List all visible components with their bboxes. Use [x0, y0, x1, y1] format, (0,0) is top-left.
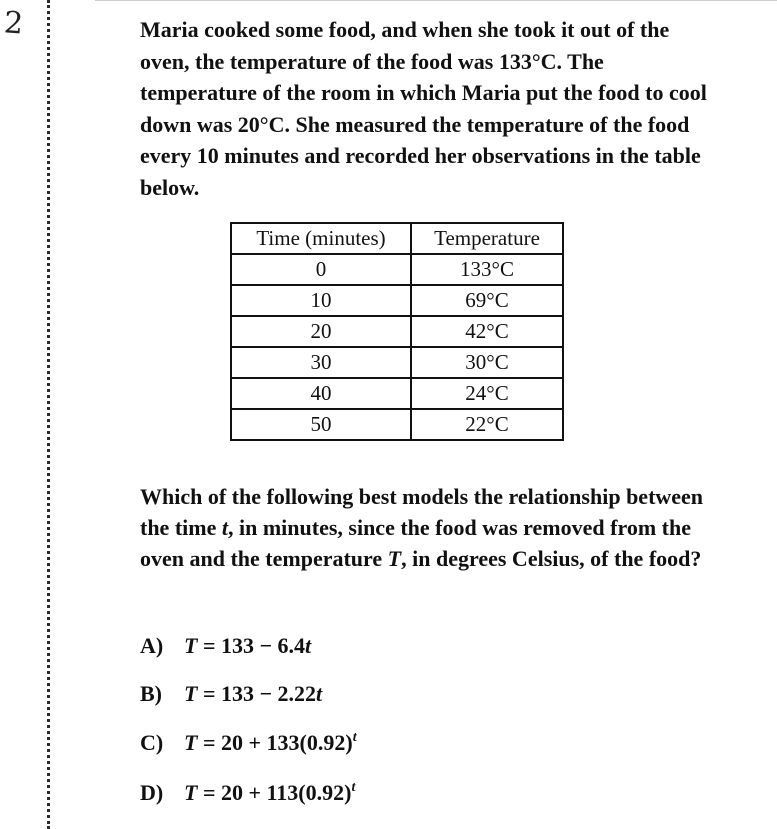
- cell-time: 30: [231, 347, 411, 378]
- answer-choices: [140, 622, 357, 818]
- choice-letter: A): [140, 633, 164, 658]
- cell-temperature: 22°C: [411, 409, 563, 440]
- question-text-part: Which of the following best models the relationship between the time: [140, 484, 704, 540]
- choice-expression: $T = 20 + 133(0.92)^t$: [184, 730, 357, 755]
- observation-table: [230, 222, 564, 441]
- choice-letter: B): [140, 681, 162, 706]
- choice-letter: C): [140, 730, 164, 755]
- question-stem: Maria cooked some food, and when she took it out of the oven, the temperature of the food was 133°C. The temperature of the room in which Maria put the food to cool down was 20°C. She measured the temperature of the food every 10 minutes and recorded her observations in the table below.: [140, 17, 707, 200]
- table-row: [231, 347, 563, 378]
- variable-t: t: [221, 515, 228, 540]
- choice-expression: T = 133 − 2.22t: [184, 681, 323, 706]
- cell-temperature: 24°C: [411, 378, 563, 409]
- top-divider: [95, 0, 777, 1]
- cell-temperature: 42°C: [411, 316, 563, 347]
- cell-temperature: 69°C: [411, 285, 563, 316]
- question-number-mark: 2: [2, 5, 25, 42]
- cell-time: 0: [231, 254, 411, 285]
- cell-temperature: 133°C: [411, 254, 563, 285]
- table-row: [231, 316, 563, 347]
- choice-expression: T = 133 − 6.4t: [184, 633, 312, 658]
- cell-time: 50: [231, 409, 411, 440]
- question-text-part: , in minutes, since the food was removed from the oven and the temperature: [140, 515, 691, 571]
- answer-choice-c[interactable]: [140, 718, 357, 768]
- answer-choice-d[interactable]: [140, 768, 357, 818]
- cell-time: 20: [231, 316, 411, 347]
- table-row: [231, 409, 563, 440]
- choice-letter: D): [140, 780, 164, 805]
- cell-time: 40: [231, 378, 411, 409]
- table-row: [231, 285, 563, 316]
- dotted-margin-rule: [47, 0, 50, 829]
- question-text-part: , in degrees Celsius, of the food?: [401, 546, 702, 571]
- cell-time: 10: [231, 285, 411, 316]
- cell-temperature: 30°C: [411, 347, 563, 378]
- answer-choice-b[interactable]: [140, 670, 357, 718]
- table-row: [231, 254, 563, 285]
- table-row: [231, 378, 563, 409]
- header-temperature: Temperature: [411, 223, 563, 254]
- answer-choice-a[interactable]: [140, 622, 357, 670]
- header-time: Time (minutes): [231, 223, 411, 254]
- table-header-row: [231, 223, 563, 254]
- choice-expression: $T = 20 + 113(0.92)^t$: [184, 780, 356, 805]
- variable-T: T: [387, 546, 402, 571]
- question-prompt: [140, 481, 720, 574]
